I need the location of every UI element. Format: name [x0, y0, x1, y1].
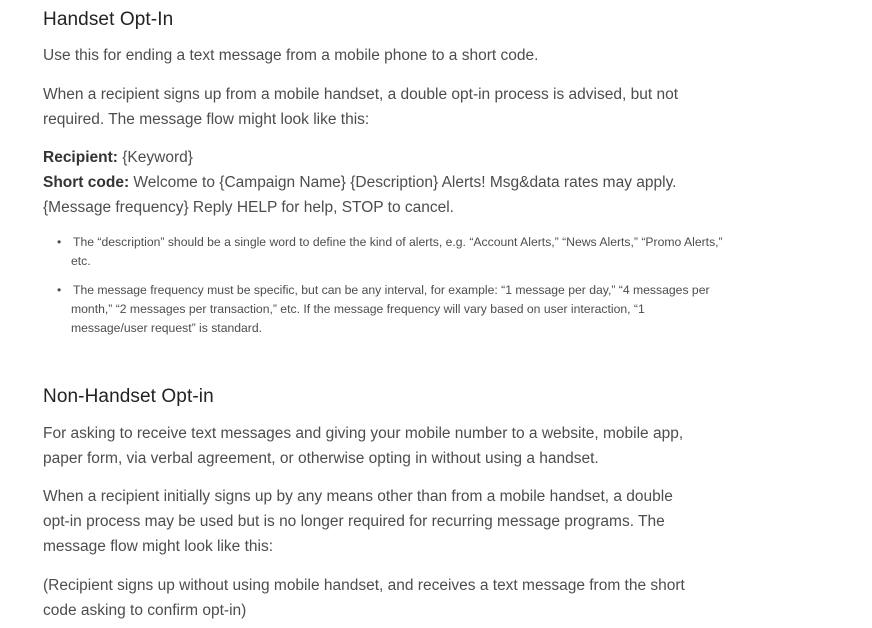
handset-message-flow	[43, 145, 713, 220]
bullet-icon: •	[57, 235, 62, 249]
handset-opt-in-heading: Handset Opt-In	[43, 9, 174, 30]
shortcode-value: Welcome to {Campaign Name} {Description} Alerts! Msg&data rates may apply. {Message frequency} Reply HELP for help, STOP to cancel.	[43, 174, 677, 216]
non-handset-opt-in-heading: Non-Handset Opt-in	[43, 386, 214, 407]
non-handset-flow-intro-paragraph: When a recipient initially signs up by any means other than from a mobile handset, a double opt-in process may be used but is no longer required for recurring message programs. The message flow might look like this:	[43, 488, 673, 555]
shortcode-label: Short code:	[43, 174, 130, 191]
list-item-text: The message frequency must be specific, but can be any interval, for example: “1 message per day,” “4 messages per month,” “2 messages per transaction,” etc. If the message frequency will vary based on user interaction, “1 message/user request” is standard.	[71, 283, 710, 335]
recipient-value: {Keyword}	[117, 149, 193, 166]
list-item	[57, 281, 723, 338]
bullet-icon: •	[57, 283, 62, 297]
non-handset-intro-paragraph: For asking to receive text messages and giving your mobile number to a website, mobile app, paper form, via verbal agreement, or otherwise opting in without using a handset.	[43, 425, 684, 467]
list-item	[57, 233, 723, 271]
handset-intro-paragraph: Use this for ending a text message from a mobile phone to a short code.	[43, 47, 539, 64]
non-handset-note-paragraph: (Recipient signs up without using mobile handset, and receives a text message from the short code asking to confirm opt-in)	[43, 577, 685, 619]
handset-flow-intro-paragraph: When a recipient signs up from a mobile handset, a double opt-in process is advised, but not required. The message flow might look like this:	[43, 86, 679, 128]
recipient-label: Recipient:	[43, 149, 118, 166]
handset-notes-list	[43, 233, 723, 338]
list-item-text: The “description” should be a single word to define the kind of alerts, e.g. “Account Alerts,” “News Alerts,” “Promo Alerts,” etc.	[71, 235, 723, 268]
